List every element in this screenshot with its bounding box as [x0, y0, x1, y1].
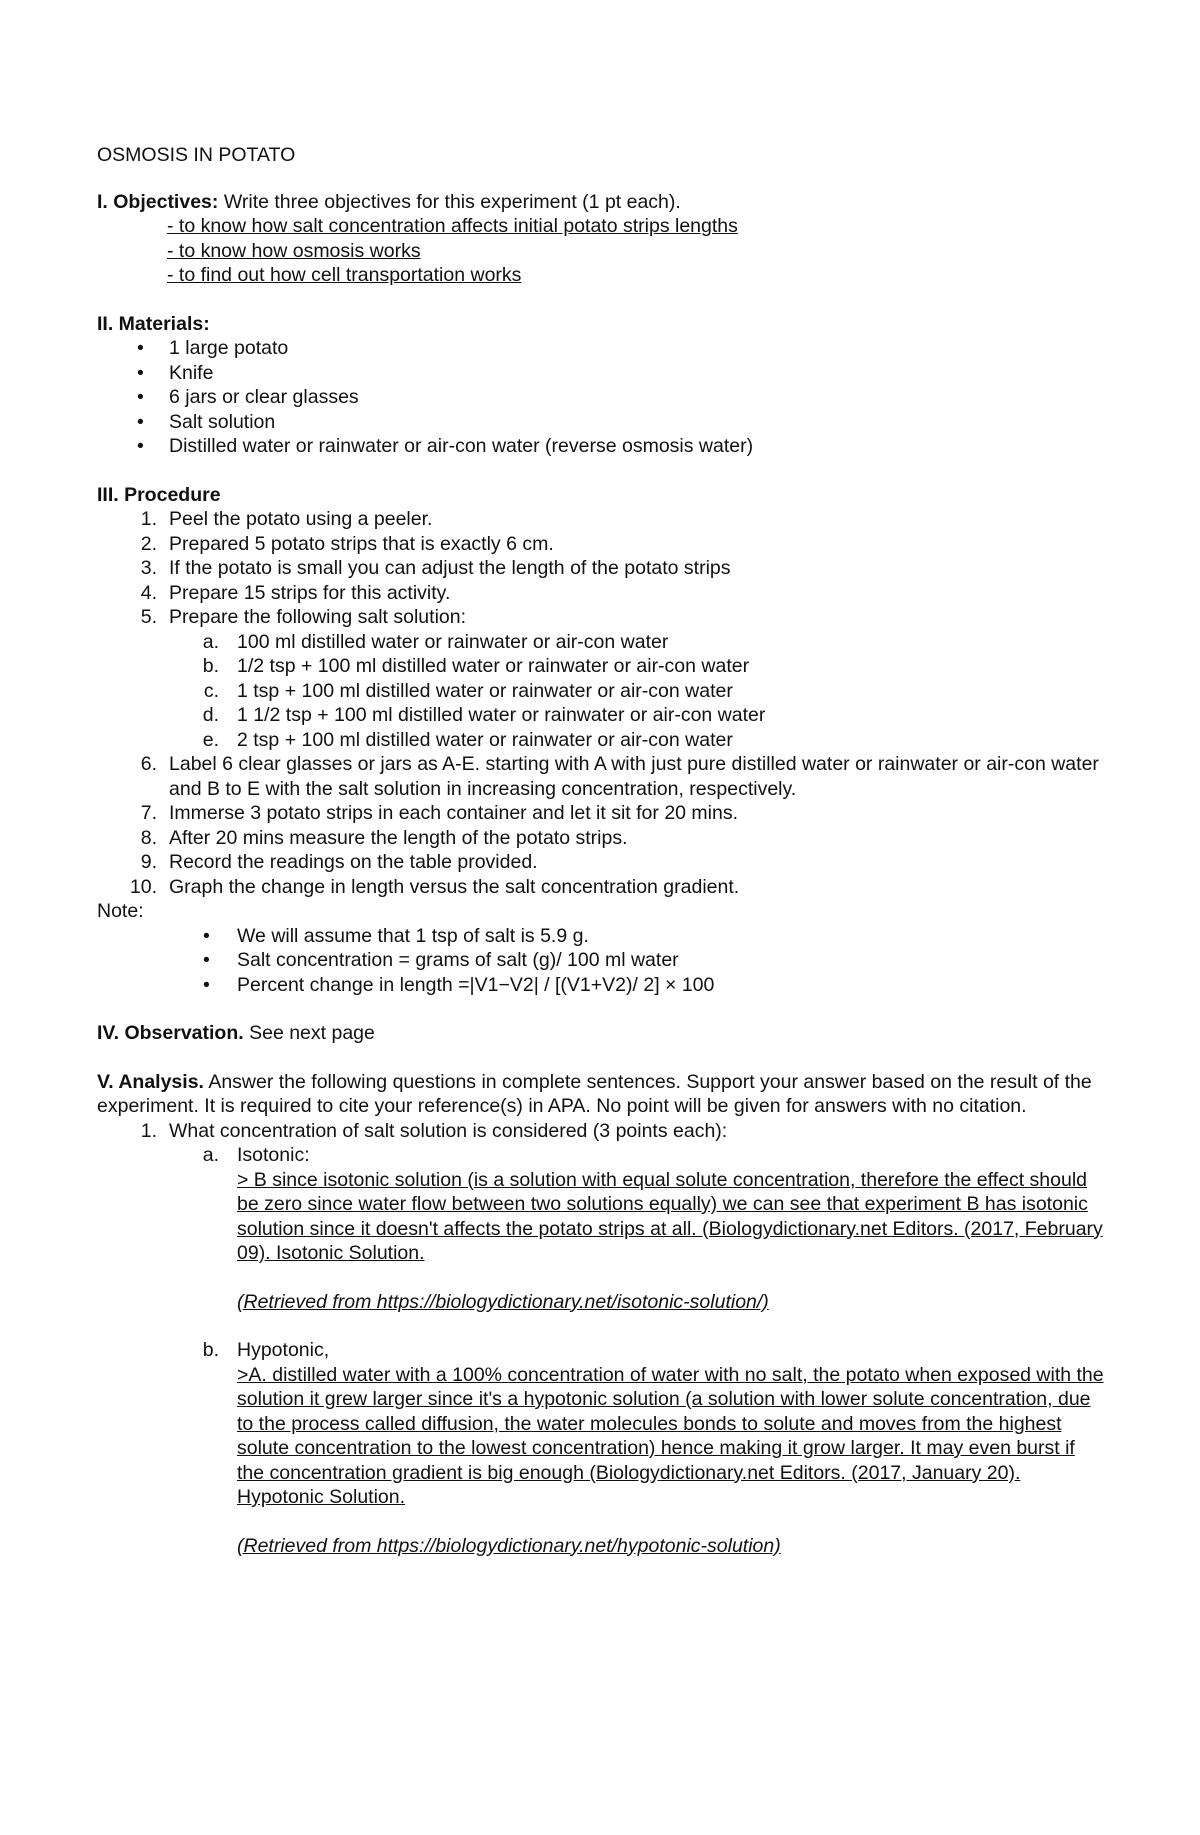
document-title: OSMOSIS IN POTATO	[97, 144, 296, 166]
bullet-icon: •	[203, 973, 210, 996]
list-item: 9. Record the readings on the table provided.	[140, 851, 538, 873]
list-item: d. 1 1/2 tsp + 100 ml distilled water or rainwater or air-con water	[202, 704, 766, 726]
note-label: Note:	[97, 900, 144, 922]
isotonic-reference: (Retrieved from https://biologydictionary.net/isotonic-solution/)	[237, 1290, 769, 1313]
objectives-section	[97, 190, 1107, 288]
list-item: • Salt concentration = grams of salt (g)/ 100 ml water	[203, 949, 679, 971]
list-item: • Percent change in length =|V1−V2| / [(V1+V2)/ 2] × 100	[203, 973, 715, 996]
list-item: 7. Immerse 3 potato strips in each container and let it sit for 20 mins.	[140, 802, 739, 824]
list-item: e. 2 tsp + 100 ml distilled water or rainwater or air-con water	[202, 728, 733, 751]
procedure-steps-continued	[97, 752, 1107, 899]
analysis-subquestions-b	[97, 1338, 1107, 1363]
list-item: 6. Label 6 clear glasses or jars as A-E. starting with A with just pure distilled water or rainwater or air-con water and B to E with the salt solution in increasing concentration, respectively.	[140, 753, 1099, 800]
procedure-section	[97, 483, 1107, 998]
analysis-subquestions	[97, 1143, 1107, 1168]
analysis-heading: V. Analysis.	[97, 1070, 204, 1093]
salt-solution-list	[97, 630, 1107, 753]
bullet-icon: •	[137, 386, 144, 408]
procedure-heading: III. Procedure	[97, 483, 221, 506]
list-item: • Distilled water or rainwater or air-con water (reverse osmosis water)	[137, 435, 754, 457]
observation-heading: IV. Observation.	[97, 1022, 244, 1044]
isotonic-answer: > B since isotonic solution (is a solution with equal solute concentration, therefore the effect should be zero since water flow between two solutions equally) we can see that experiment B has isotonic solution since it doesn't affects the potato strips at all. (Biologydictionary.net Editors. (2017, February 09). Isotonic Solution. (Retrieved from https://biologydictionary.net/isotonic-solution/)	[237, 1168, 1103, 1313]
bullet-icon: •	[137, 410, 144, 433]
observation-text: See next page	[249, 1022, 375, 1044]
objectives-intro	[97, 190, 1107, 215]
list-item: 2. Prepared 5 potato strips that is exactly 6 cm.	[140, 532, 554, 555]
list-item: b. Hypotonic,	[202, 1339, 330, 1361]
list-item: • We will assume that 1 tsp of salt is 5.9 g.	[203, 924, 589, 947]
list-item: b. 1/2 tsp + 100 ml distilled water or rainwater or air-con water	[202, 655, 750, 677]
list-item: 10. Graph the change in length versus the salt concentration gradient.	[129, 875, 740, 898]
materials-list	[97, 336, 1107, 459]
bullet-icon: •	[137, 361, 144, 384]
bullet-icon: •	[137, 435, 144, 457]
list-item: • 6 jars or clear glasses	[137, 386, 359, 408]
analysis-questions	[97, 1119, 1107, 1144]
objective-item: - to find out how cell transportation works	[167, 264, 522, 286]
list-item: a. 100 ml distilled water or rainwater or air-con water	[202, 630, 669, 653]
bullet-icon: •	[203, 949, 210, 971]
list-item: 1. What concentration of salt solution is considered (3 points each):	[140, 1119, 728, 1142]
list-item: 1. Peel the potato using a peeler.	[140, 508, 433, 530]
analysis-text: Answer the following questions in complete sentences. Support your answer based on the result of the experiment. It is required to cite your reference(s) in APA. No point will be given for answers with no citation.	[97, 1070, 1092, 1117]
materials-section	[97, 312, 1107, 459]
objective-item: - to know how salt concentration affects initial potato strips lengths	[167, 215, 738, 237]
document-page	[97, 143, 1107, 1582]
objectives-list	[167, 214, 1107, 288]
subquestion-label: Isotonic:	[237, 1144, 310, 1166]
analysis-intro	[97, 1070, 1107, 1119]
objectives-prompt: Write three objectives for this experiment (1 pt each).	[223, 190, 681, 213]
bullet-icon: •	[137, 337, 144, 359]
list-item: 5. Prepare the following salt solution:	[140, 606, 467, 628]
procedure-steps	[97, 507, 1107, 630]
objectives-heading: I. Objectives:	[97, 190, 219, 213]
list-item: a. Isotonic:	[202, 1144, 310, 1166]
hypotonic-answer: >A. distilled water with a 100% concentration of water with no salt, the potato when exposed with the solution it grew larger since it's a hypotonic solution (a solution with lower solute concentration, due to the process called diffusion, the water molecules bonds to solute and moves from the highest solute concentration to the lowest concentration) hence making it grow larger. It may even burst if the concentration gradient is big enough (Biologydictionary.net Editors. (2017, January 20). Hypotonic Solution. (Retrieved from https://biologydictionary.net/hypotonic-solution)	[237, 1363, 1104, 1557]
bullet-icon: •	[203, 924, 210, 947]
question-text: What concentration of salt solution is considered (3 points each):	[169, 1119, 728, 1142]
list-item: 4. Prepare 15 strips for this activity.	[140, 581, 451, 604]
list-item: • 1 large potato	[137, 337, 289, 359]
analysis-section	[97, 1070, 1107, 1559]
observation-section	[97, 1021, 1107, 1046]
list-item: • Knife	[137, 361, 214, 384]
list-item: 3. If the potato is small you can adjust the length of the potato strips	[140, 557, 731, 579]
notes-list	[97, 924, 1107, 998]
list-item: 8. After 20 mins measure the length of the potato strips.	[140, 826, 628, 849]
materials-heading: II. Materials:	[97, 312, 210, 335]
objective-item: - to know how osmosis works	[167, 239, 421, 262]
hypotonic-reference: (Retrieved from https://biologydictionary.net/hypotonic-solution)	[237, 1534, 781, 1557]
subquestion-label: Hypotonic,	[237, 1339, 330, 1361]
list-item: c. 1 tsp + 100 ml distilled water or rainwater or air-con water	[203, 679, 733, 702]
list-item: • Salt solution	[137, 410, 276, 433]
